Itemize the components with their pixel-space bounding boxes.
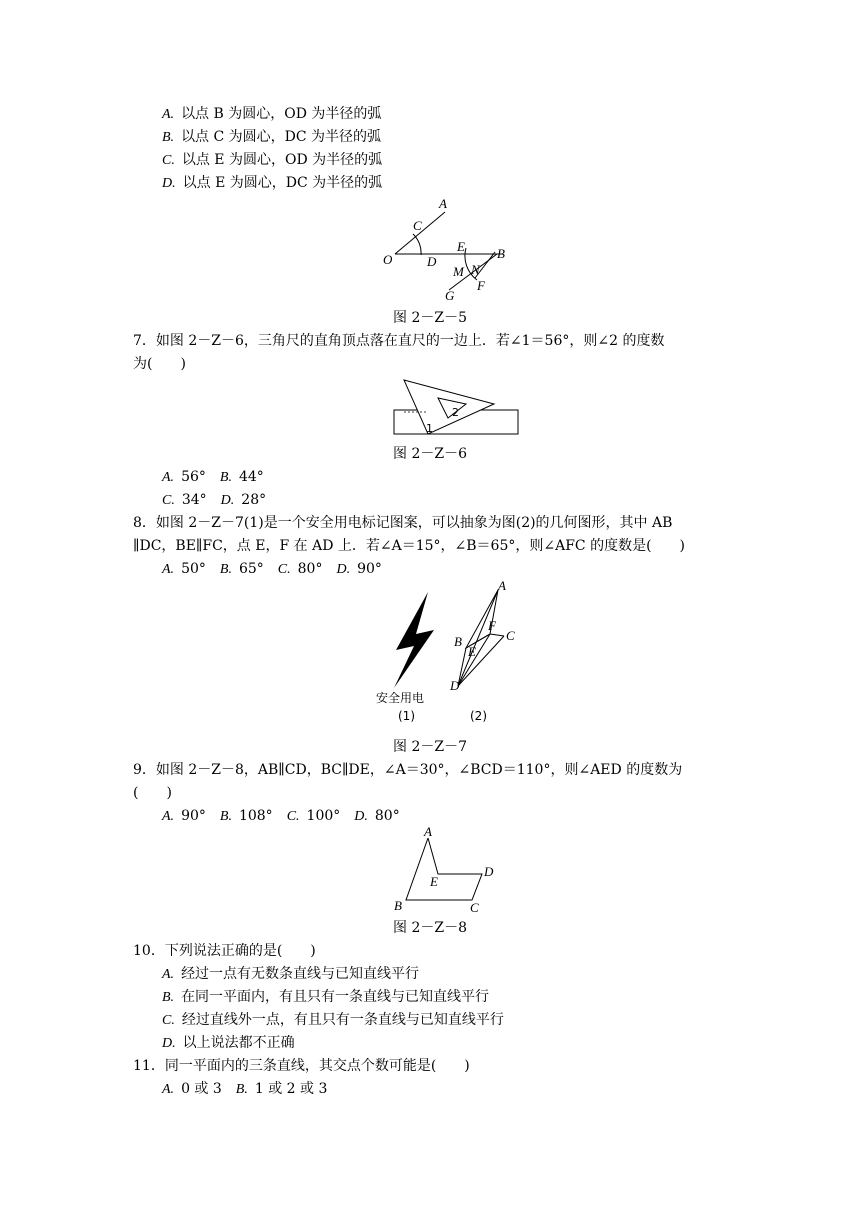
fig5-label-m: M [453, 264, 464, 279]
q7-options-row1: A. 56° B. 44° [162, 469, 264, 485]
q10-stem: 10．下列说法正确的是( ) [133, 943, 316, 959]
q10-option-b: B. 在同一平面内，有且只有一条直线与已知直线平行 [162, 989, 490, 1005]
q11-stem: 11．同一平面内的三条直线，其交点个数可能是( ) [133, 1058, 470, 1074]
fig5-label-d: D [427, 254, 437, 269]
q6-option-a: A. 以点 B 为圆心，OD 为半径的弧 [162, 106, 382, 122]
fig7-label-b: B [454, 634, 462, 649]
fig5-label-a: A [439, 196, 447, 211]
q6-option-d: D. 以点 E 为圆心，DC 为半径的弧 [162, 175, 383, 191]
fig8-label-c: C [470, 900, 479, 915]
fig8-label-d: D [484, 864, 494, 879]
q7-stem-line2: 为( ) [133, 356, 186, 372]
fig8-label-b: B [394, 898, 402, 913]
q11-options: A. 0 或 3 B. 1 或 2 或 3 [162, 1081, 328, 1097]
q9-stem-line2: ( ) [133, 785, 172, 801]
fig7-label-e: E [468, 644, 476, 659]
fig6-label-2: 2 [452, 406, 459, 419]
figure-2-z-7 [370, 578, 530, 726]
q8-stem-line1: 8．如图 2－Z－7(1)是一个安全用电标记图案，可以抽象为图(2)的几何图形，其中 AB [133, 515, 673, 531]
fig5-label-o: O [383, 252, 393, 267]
fig5-label-n: N [471, 262, 480, 277]
q10-option-d: D. 以上说法都不正确 [162, 1035, 295, 1051]
fig5-label-e: E [457, 239, 465, 254]
fig7-label-a: A [498, 578, 506, 593]
q9-stem-line1: 9．如图 2－Z－8，AB∥CD，BC∥DE，∠A＝30°，∠BCD＝110°，则∠AED 的度数为 [133, 762, 683, 778]
q7-stem-line1: 7．如图 2－Z－6，三角尺的直角顶点落在直尺的一边上．若∠1＝56°，则∠2 的度数 [133, 333, 665, 349]
fig8-caption: 图 2－Z－8 [393, 920, 467, 936]
fig8-label-a: A [424, 824, 432, 839]
fig7-caption: 图 2－Z－7 [393, 739, 467, 755]
lightning-bolt-icon [394, 592, 434, 688]
figure-2-z-5 [375, 192, 525, 304]
safety-electricity-label: 安全用电 [376, 691, 425, 705]
fig7-sub-2: (2) [470, 709, 487, 723]
fig5-label-b: B [497, 246, 505, 261]
q8-stem-line2: ∥DC，BE∥FC，点 E，F 在 AD 上．若∠A＝15°，∠B＝65°，则∠AFC 的度数是( ) [133, 538, 686, 554]
fig7-label-f: F [488, 618, 496, 633]
q8-options: A. 50° B. 65° C. 80° D. 90° [162, 561, 382, 577]
fig6-label-1: 1 [426, 422, 433, 435]
fig8-label-e: E [430, 874, 438, 889]
q7-options-row2: C. 34° D. 28° [162, 492, 267, 508]
fig5-label-c: C [413, 218, 422, 233]
q10-option-c: C. 经过直线外一点，有且只有一条直线与已知直线平行 [162, 1012, 504, 1028]
fig5-label-g: G [445, 288, 455, 303]
fig5-label-f: F [477, 278, 485, 293]
fig5-caption: 图 2－Z－5 [393, 310, 467, 326]
q10-option-a: A. 经过一点有无数条直线与已知直线平行 [162, 966, 420, 982]
fig6-caption: 图 2－Z－6 [393, 446, 467, 462]
q6-option-c: C. 以点 E 为圆心，OD 为半径的弧 [162, 152, 383, 168]
figure-2-z-6 [392, 376, 524, 438]
fig7-label-d: D [450, 678, 460, 693]
fig7-label-c: C [506, 628, 515, 643]
q9-options: A. 90° B. 108° C. 100° D. 80° [162, 808, 400, 824]
fig7-sub-1: (1) [398, 709, 415, 723]
q6-option-b: B. 以点 C 为圆心，DC 为半径的弧 [162, 129, 382, 145]
figure-2-z-8 [390, 824, 502, 916]
